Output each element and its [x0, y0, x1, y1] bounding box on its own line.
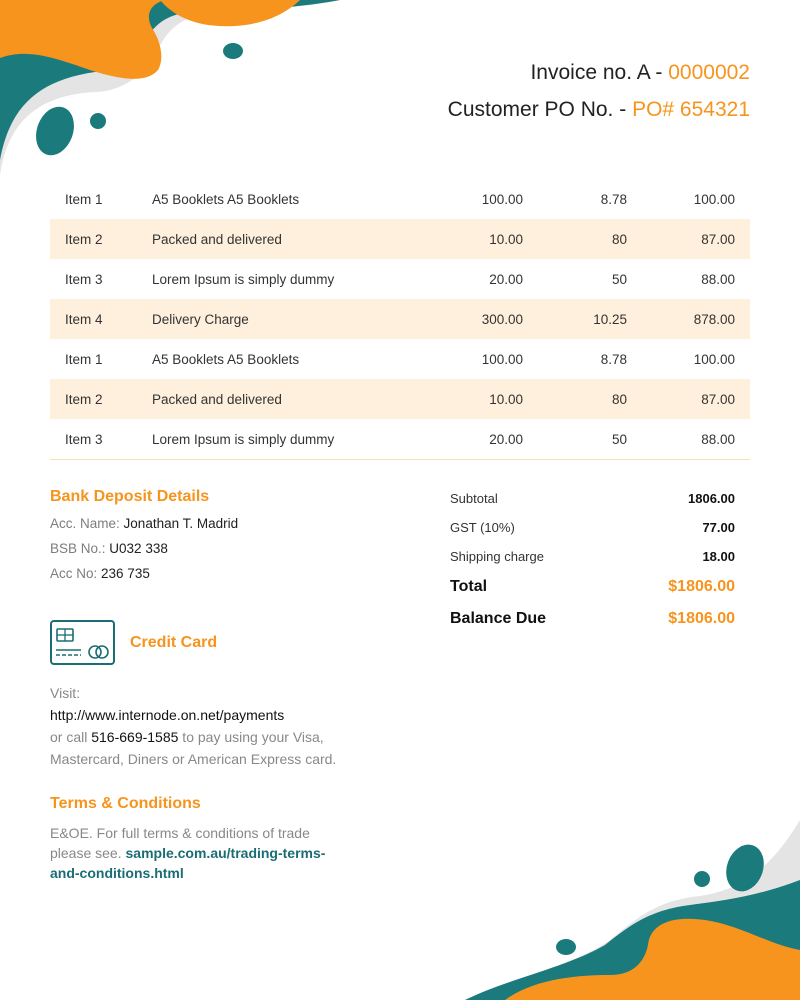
amount-cell: 88.00	[701, 271, 735, 287]
price-cell: 10.25	[523, 299, 627, 339]
subtotal-value: 1806.00	[688, 491, 735, 506]
po-number-line	[448, 91, 750, 128]
terms-title: Terms & Conditions	[50, 795, 201, 812]
table-row	[50, 419, 750, 459]
terms-link[interactable]: sample.com.au/trading-terms-and-conditions.html	[50, 845, 326, 881]
visit-label: Visit:	[50, 685, 81, 701]
description-cell: A5 Booklets A5 Booklets	[152, 191, 300, 207]
call-prefix: or call	[50, 729, 92, 745]
amount-cell: 87.00	[627, 219, 750, 259]
subtotal-row	[450, 484, 735, 513]
credit-card-instructions	[50, 682, 390, 770]
qty-cell: 100.00	[481, 351, 523, 367]
balance-due-value: $1806.00	[668, 610, 735, 627]
subtotal-label: Subtotal	[450, 491, 498, 506]
invoice-number-label: Invoice no. A -	[530, 61, 669, 84]
gst-label: GST (10%)	[450, 520, 515, 535]
payment-url-link[interactable]: http://www.internode.on.net/payments	[50, 707, 285, 723]
shipping-row	[450, 542, 735, 571]
qty-cell: 10.00	[392, 379, 523, 419]
description-cell: Packed and delivered	[152, 379, 392, 419]
terms-text-block	[50, 823, 350, 883]
credit-card-header	[50, 620, 390, 665]
table-row	[50, 339, 750, 379]
bsb-row	[50, 541, 410, 556]
amount-cell: 100.00	[693, 191, 735, 207]
item-cell: Item 2	[50, 219, 152, 259]
table-row	[50, 259, 750, 299]
account-name-value: Jonathan T. Madrid	[123, 516, 239, 531]
account-number-value: 236 735	[101, 566, 150, 581]
qty-cell: 100.00	[481, 191, 523, 207]
account-number-row	[50, 566, 410, 581]
item-cell: Item 3	[65, 271, 103, 287]
price-cell: 50	[611, 271, 627, 287]
totals-section	[450, 484, 735, 635]
terms-section	[50, 795, 350, 883]
description-cell: Lorem Ipsum is simply dummy	[152, 271, 335, 287]
item-cell: Item 1	[65, 191, 103, 207]
table-row	[50, 299, 750, 339]
call-suffix: to pay using your Visa, Mastercard, Diners or American Express card.	[50, 729, 337, 767]
item-cell: Item 3	[65, 431, 103, 447]
account-name-label: Acc. Name:	[50, 516, 120, 531]
price-cell: 8.78	[600, 351, 627, 367]
shipping-label: Shipping charge	[450, 549, 544, 564]
description-cell: A5 Booklets A5 Booklets	[152, 351, 300, 367]
bank-details-title: Bank Deposit Details	[50, 488, 210, 505]
po-number-value: PO# 654321	[632, 98, 750, 121]
account-number-label: Acc No:	[50, 566, 98, 581]
amount-cell: 878.00	[627, 299, 750, 339]
total-row	[450, 571, 735, 603]
bsb-label: BSB No.:	[50, 541, 106, 556]
shipping-value: 18.00	[702, 549, 735, 564]
table-row	[50, 179, 750, 219]
table-bottom-divider	[50, 459, 750, 460]
bottom-right-decoration	[455, 820, 800, 1000]
total-label: Total	[450, 578, 488, 595]
item-cell: Item 1	[65, 351, 103, 367]
description-cell: Delivery Charge	[152, 299, 392, 339]
item-cell: Item 4	[50, 299, 152, 339]
account-name-row	[50, 516, 410, 531]
bsb-value: U032 338	[109, 541, 168, 556]
price-cell: 50	[611, 431, 627, 447]
table-row	[50, 219, 750, 259]
items-table	[50, 179, 750, 459]
credit-card-title: Credit Card	[130, 633, 218, 651]
price-cell: 80	[523, 219, 627, 259]
description-cell: Lorem Ipsum is simply dummy	[152, 431, 335, 447]
qty-cell: 10.00	[392, 219, 523, 259]
qty-cell: 20.00	[489, 271, 523, 287]
gst-value: 77.00	[702, 520, 735, 535]
balance-due-row	[450, 603, 735, 635]
invoice-header	[448, 54, 750, 128]
invoice-number-line	[448, 54, 750, 91]
total-value: $1806.00	[668, 578, 735, 595]
price-cell: 8.78	[600, 191, 627, 207]
qty-cell: 20.00	[489, 431, 523, 447]
price-cell: 80	[523, 379, 627, 419]
top-left-decoration	[0, 0, 340, 180]
credit-card-icon	[50, 620, 115, 665]
description-cell: Packed and delivered	[152, 219, 392, 259]
invoice-number-value: 0000002	[668, 61, 750, 84]
credit-card-section	[50, 620, 390, 770]
po-number-label: Customer PO No. -	[447, 98, 633, 121]
bank-details	[50, 488, 410, 581]
terms-text: E&OE. For full terms & conditions of trade please see.	[50, 825, 310, 861]
phone-number: 516-669-1585	[91, 729, 179, 745]
table-row	[50, 379, 750, 419]
amount-cell: 88.00	[701, 431, 735, 447]
qty-cell: 300.00	[392, 299, 523, 339]
amount-cell: 87.00	[627, 379, 750, 419]
amount-cell: 100.00	[693, 351, 735, 367]
call-instructions	[50, 726, 390, 770]
balance-due-label: Balance Due	[450, 610, 547, 627]
gst-row	[450, 513, 735, 542]
item-cell: Item 2	[50, 379, 152, 419]
